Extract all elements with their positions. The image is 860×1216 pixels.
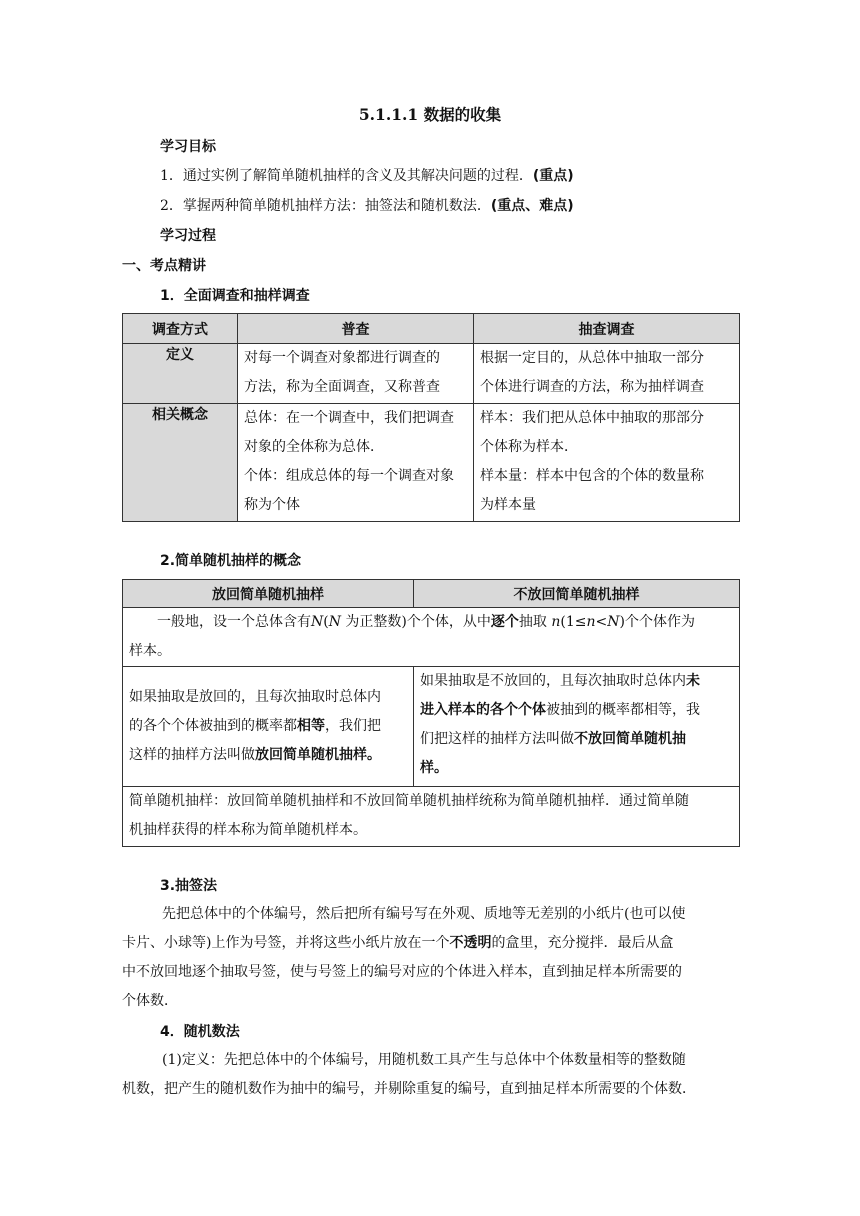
intro-line-2: 样本。	[129, 643, 171, 659]
cell-line	[414, 667, 739, 696]
para-line: 机数，把产生的随机数作为抽中的编号，并剔除重复的编号，直到抽足样本所需要的个体数．	[122, 1081, 696, 1097]
text-span: (	[323, 614, 329, 630]
text-span: 放回简单随机抽样。	[255, 747, 381, 763]
goal-item-2	[160, 196, 780, 216]
table-header-cell: 抽查调查	[474, 314, 740, 344]
lottery-method-paragraph	[122, 900, 742, 1016]
text-span: (1≤	[560, 614, 587, 630]
goal-item-1-text: 1．通过实例了解简单随机抽样的含义及其解决问题的过程．	[160, 168, 533, 184]
goal-item-1-tag: (重点)	[532, 168, 574, 184]
cell-line	[123, 712, 413, 741]
cell-line: 对每一个调查对象都进行调查的	[244, 350, 440, 366]
text-span: 如果抽取是不放回的，且每次抽取时总体内	[420, 673, 686, 689]
table-row	[123, 404, 740, 522]
row-label-concepts: 相关概念	[123, 404, 238, 522]
text-span: 卡片、小球等)上作为号签，并将这些小纸片放在一个	[122, 935, 450, 951]
text-span: 未	[686, 673, 700, 689]
section-heading-1: 一、考点精讲	[122, 258, 206, 274]
table-cell	[474, 404, 740, 522]
cell-line: 机抽样获得的样本称为简单随机样本。	[129, 822, 367, 838]
topic-4-heading: 4．随机数法	[160, 1024, 240, 1040]
cell-line: 根据一定目的，从总体中抽取一部分	[480, 350, 704, 366]
document-title: 5.1.1.1 数据的收集	[358, 105, 502, 124]
cell-line: 方法，称为全面调查，又称普查	[244, 379, 440, 395]
topic-1-heading: 1．全面调查和抽样调查	[160, 288, 310, 304]
cell-line: 如果抽取是放回的，且每次抽取时总体内	[129, 689, 381, 705]
text-span: ，我们把	[325, 718, 381, 734]
random-number-paragraph	[122, 1046, 742, 1104]
table-row	[123, 787, 740, 847]
topic-2-heading: 2.简单随机抽样的概念	[160, 553, 302, 569]
cell-line: 对象的全体称为总体．	[244, 439, 384, 455]
table-header-cell: 放回简单随机抽样	[123, 580, 414, 608]
text-span: 不放回简单随机抽	[574, 731, 686, 747]
text-span: 为正整数)个个体，从中	[340, 614, 491, 630]
cell-line: 总体：在一个调查中，我们把调查	[244, 410, 454, 426]
table-header-cell: 不放回简单随机抽样	[414, 580, 740, 608]
cell-line: 样本：我们把从总体中抽取的那部分	[480, 410, 704, 426]
text-span: 进入样本的各个个体	[420, 702, 546, 718]
text-span: n	[551, 614, 561, 630]
text-span: 被抽到的概率都相等，我	[546, 702, 700, 718]
table-header-cell: 调查方式	[123, 314, 238, 344]
para-line: 中不放回地逐个抽取号签，使与号签上的编号对应的个体进入样本，直到抽足样本所需要的	[122, 964, 682, 980]
table-header-cell: 普查	[238, 314, 474, 344]
text-span: N	[607, 614, 620, 630]
text-span: n	[586, 614, 596, 630]
table-row	[123, 608, 740, 667]
para-line: (1)定义：先把总体中的个体编号，用随机数工具产生与总体中个体数量相等的整数随	[162, 1052, 686, 1068]
cell-line	[414, 725, 739, 754]
text-span: 一般地，设一个总体含有	[157, 614, 311, 630]
intro-line-1	[123, 608, 739, 637]
text-span: <	[595, 614, 608, 630]
intro-cell	[123, 608, 740, 667]
goal-item-2-text: 2．掌握两种简单随机抽样方法：抽签法和随机数法．	[160, 198, 491, 214]
survey-comparison-table	[122, 313, 740, 522]
cell-line: 简单随机抽样：放回简单随机抽样和不放回简单随机抽样统称为简单随机抽样．通过简单随	[129, 793, 689, 809]
row-label-definition: 定义	[123, 344, 238, 404]
cell-line: 称为个体	[244, 497, 300, 513]
topic-3-heading: 3.抽签法	[160, 878, 218, 894]
goals-heading: 学习目标	[160, 139, 216, 155]
text-span: N	[328, 614, 341, 630]
para-line: 先把总体中的个体编号，然后把所有编号写在外观、质地等无差别的小纸片(也可以使	[162, 906, 686, 922]
cell-line: 个体称为样本．	[480, 439, 578, 455]
cell-line	[123, 741, 413, 770]
table-header-row	[123, 314, 740, 344]
text-span: N	[311, 614, 324, 630]
table-cell	[414, 667, 740, 787]
text-span: 的盒里，充分搅拌．最后从盒	[491, 935, 674, 951]
text-span: 相等	[297, 718, 325, 734]
cell-line: 为样本量	[480, 497, 536, 513]
para-line	[122, 929, 742, 958]
para-line: 个体数．	[122, 993, 178, 1009]
table-cell	[238, 404, 474, 522]
text-span: 不透明	[449, 935, 492, 951]
table-row	[123, 344, 740, 404]
table-cell	[474, 344, 740, 404]
cell-line: 样本量：样本中包含的个体的数量称	[480, 468, 704, 484]
table-cell	[123, 667, 414, 787]
goal-item-1	[160, 166, 780, 186]
cell-line	[414, 696, 739, 725]
text-span: 抽取	[518, 614, 552, 630]
text-span: 逐个	[490, 614, 519, 630]
text-span: 这样的抽样方法叫做	[129, 747, 255, 763]
cell-line: 个体进行调查的方法，称为抽样调查	[480, 379, 704, 395]
process-heading: 学习过程	[160, 228, 216, 244]
table-cell	[238, 344, 474, 404]
text-span: )个个体作为	[619, 614, 695, 630]
sampling-concept-table	[122, 579, 740, 847]
cell-line: 个体：组成总体的每一个调查对象	[244, 468, 454, 484]
summary-cell	[123, 787, 740, 847]
goal-item-2-tag: (重点、难点)	[490, 198, 574, 214]
cell-line: 样。	[420, 760, 448, 776]
text-span: 的各个个体被抽到的概率都	[129, 718, 297, 734]
table-row	[123, 667, 740, 787]
text-span: 们把这样的抽样方法叫做	[420, 731, 574, 747]
table-header-row	[123, 580, 740, 608]
